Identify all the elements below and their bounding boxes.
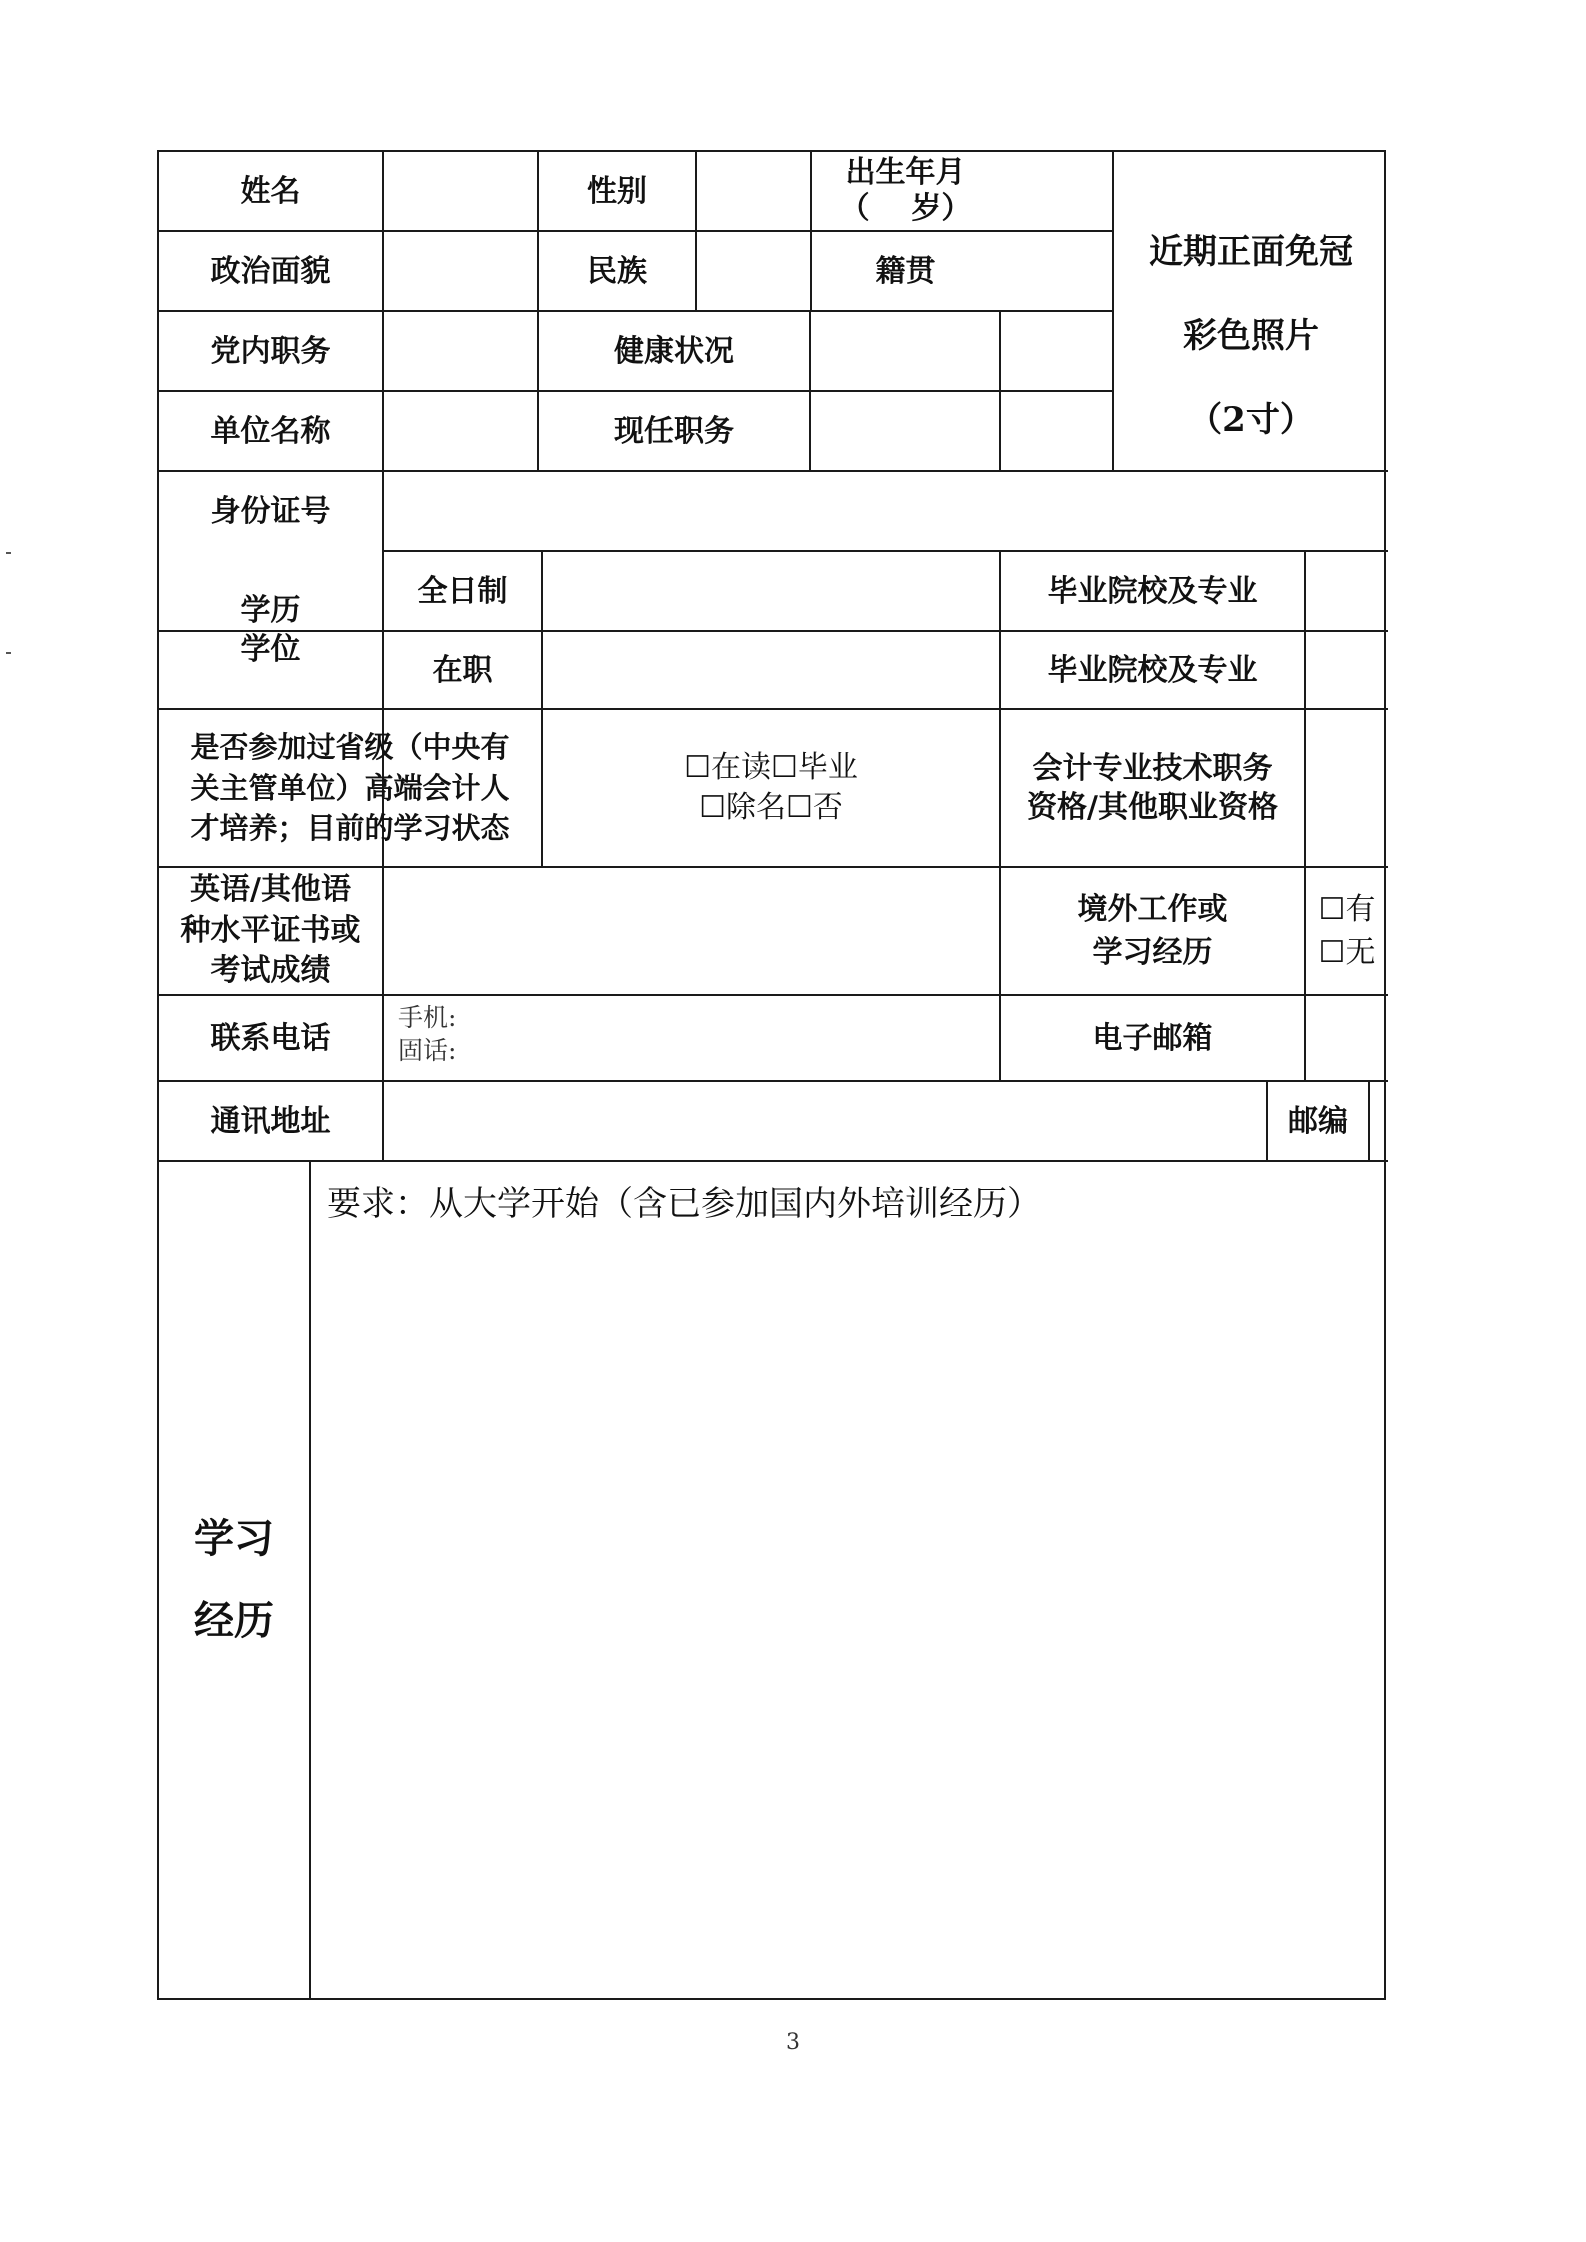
name-field[interactable] (384, 152, 537, 230)
phone-field[interactable] (384, 996, 999, 1080)
inservice-degree-field[interactable] (543, 632, 999, 708)
birth-date-field[interactable] (1001, 152, 1112, 230)
scan-edge-mark (6, 552, 11, 554)
email-label: 电子邮箱 (1092, 1020, 1213, 1056)
inservice-school-major-field[interactable] (1306, 632, 1388, 708)
overseas-experience-options[interactable]: ☐有 ☐无 (1318, 891, 1376, 970)
mobile-prefix: 手机: (398, 1003, 457, 1032)
health-label: 健康状况 (614, 333, 734, 369)
fulltime-label: 全日制 (417, 573, 508, 609)
age-label-text: （ 岁） (839, 191, 972, 226)
birth-label-text: 出生年月 (845, 155, 966, 190)
training-options-line2[interactable]: ☐除名☐否 (699, 790, 843, 825)
qualification-field[interactable] (1306, 710, 1388, 866)
qualification-label: 会计专业技术职务 资格/其他职业资格 (1027, 751, 1278, 825)
ethnicity-label: 民族 (587, 253, 647, 289)
study-history-label: 学习 经历 (194, 1515, 274, 1644)
phone-label: 联系电话 (210, 1020, 331, 1056)
inservice-label: 在职 (432, 652, 493, 688)
id-number-label: 身份证号 (210, 493, 331, 529)
photo-placeholder: 近期正面免冠 彩色照片 （2寸） (1149, 232, 1353, 440)
education-label: 学历 学位 (240, 593, 301, 667)
id-number-field[interactable] (384, 472, 1112, 550)
health-field[interactable] (811, 312, 1112, 390)
party-post-label: 党内职务 (210, 333, 331, 369)
party-post-field[interactable] (384, 312, 537, 390)
unit-name-field[interactable] (384, 392, 537, 470)
political-status-field[interactable] (384, 232, 537, 310)
birth-date-label (812, 152, 999, 230)
training-question-label: 是否参加过省级（中央有 关主管单位）高端会计人 才培养；目前的学习状态 (190, 730, 510, 846)
training-status-options[interactable] (543, 710, 999, 866)
current-post-label: 现任职务 (614, 413, 734, 449)
ethnicity-field[interactable] (697, 232, 810, 310)
study-history-field[interactable] (311, 1162, 1388, 1998)
study-requirement-text: 要求：从大学开始（含已参加国内外培训经历） (327, 1184, 1041, 1224)
landline-prefix: 固话: (398, 1035, 457, 1065)
email-field[interactable] (1306, 996, 1388, 1080)
scan-edge-mark (6, 652, 11, 654)
language-cert-field[interactable] (384, 868, 999, 994)
overseas-experience-label: 境外工作或 学习经历 (1077, 891, 1228, 970)
page-number: 3 (786, 2030, 800, 2055)
fulltime-school-major-field[interactable] (1306, 552, 1388, 630)
fulltime-degree-field[interactable] (543, 552, 999, 630)
address-field[interactable] (384, 1082, 1266, 1160)
language-cert-label: 英语/其他语 种水平证书或 考试成绩 (180, 872, 361, 989)
training-options-line1[interactable]: ☐在读☐毕业 (684, 749, 858, 785)
gender-field[interactable] (697, 152, 810, 230)
registration-form-table (157, 150, 1386, 2000)
fulltime-school-major-label: 毕业院校及专业 (1047, 573, 1258, 609)
political-status-label: 政治面貌 (210, 253, 331, 289)
unit-name-label: 单位名称 (210, 413, 331, 449)
inservice-school-major-label: 毕业院校及专业 (1047, 652, 1258, 688)
native-place-label: 籍贯 (875, 253, 936, 289)
gender-label: 性别 (587, 173, 647, 209)
native-place-field[interactable] (1001, 232, 1112, 310)
zip-field[interactable] (1370, 1082, 1388, 1160)
name-label: 姓名 (240, 173, 301, 209)
zip-label: 邮编 (1288, 1103, 1348, 1139)
current-post-field[interactable] (811, 392, 1112, 470)
address-label: 通讯地址 (210, 1103, 331, 1139)
